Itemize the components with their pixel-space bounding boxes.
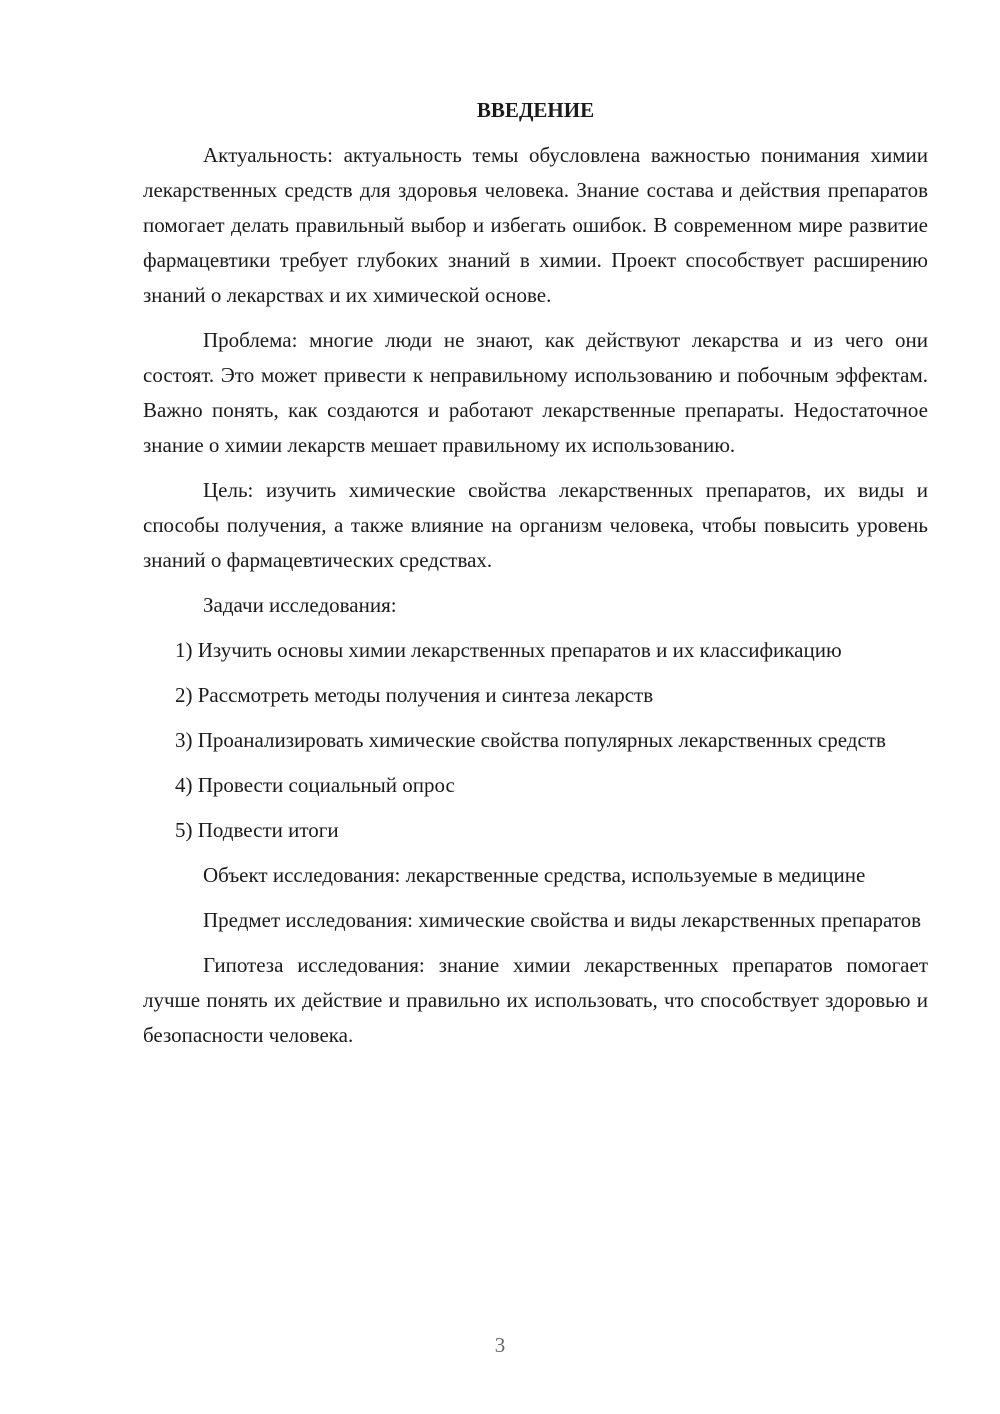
paragraph-problem: Проблема: многие люди не знают, как действуют лекарства и из чего они состоят. Это может привести к неправильному использованию и побочным эффектам. Важно понять, как создаются и работают лекарственные препараты. Недостаточное знание о химии лекарств мешает правильному их использованию. [143, 328, 928, 457]
task-item-3: 3) Проанализировать химические свойства популярных лекарственных средств [175, 728, 886, 752]
paragraph-subject: Предмет исследования: химические свойства и виды лекарственных препаратов [203, 908, 922, 932]
paragraph-goal: Цель: изучить химические свойства лекарственных препаратов, их виды и способы получения, а также влияние на организм человека, чтобы повысить уровень знаний о фармацевтических средствах. [143, 478, 928, 572]
task-item-5: 5) Подвести итоги [175, 818, 339, 842]
page-number: 3 [494, 1333, 506, 1357]
document-page [143, 92, 928, 1063]
task-item-4: 4) Провести социальный опрос [175, 773, 455, 797]
task-item-1: 1) Изучить основы химии лекарственных препаратов и их классификацию [175, 638, 842, 662]
paragraph-object: Объект исследования: лекарственные средства, используемые в медицине [203, 863, 866, 887]
paragraph-tasks-heading: Задачи исследования: [203, 593, 397, 617]
task-item-2: 2) Рассмотреть методы получения и синтеза лекарств [175, 683, 654, 707]
section-title: ВВЕДЕНИЕ [476, 98, 595, 122]
paragraph-relevance: Актуальность: актуальность темы обусловлена важностью понимания химии лекарственных средств для здоровья человека. Знание состава и действия препаратов помогает делать правильный выбор и избегать ошибок. В современном мире развитие фармацевтики требует глубоких знаний в химии. Проект способствует расширению знаний о лекарствах и их химической основе. [143, 143, 928, 307]
paragraph-hypothesis: Гипотеза исследования: знание химии лекарственных препаратов помогает лучше понять их действие и правильно их использовать, что способствует здоровью и безопасности человека. [143, 953, 928, 1047]
